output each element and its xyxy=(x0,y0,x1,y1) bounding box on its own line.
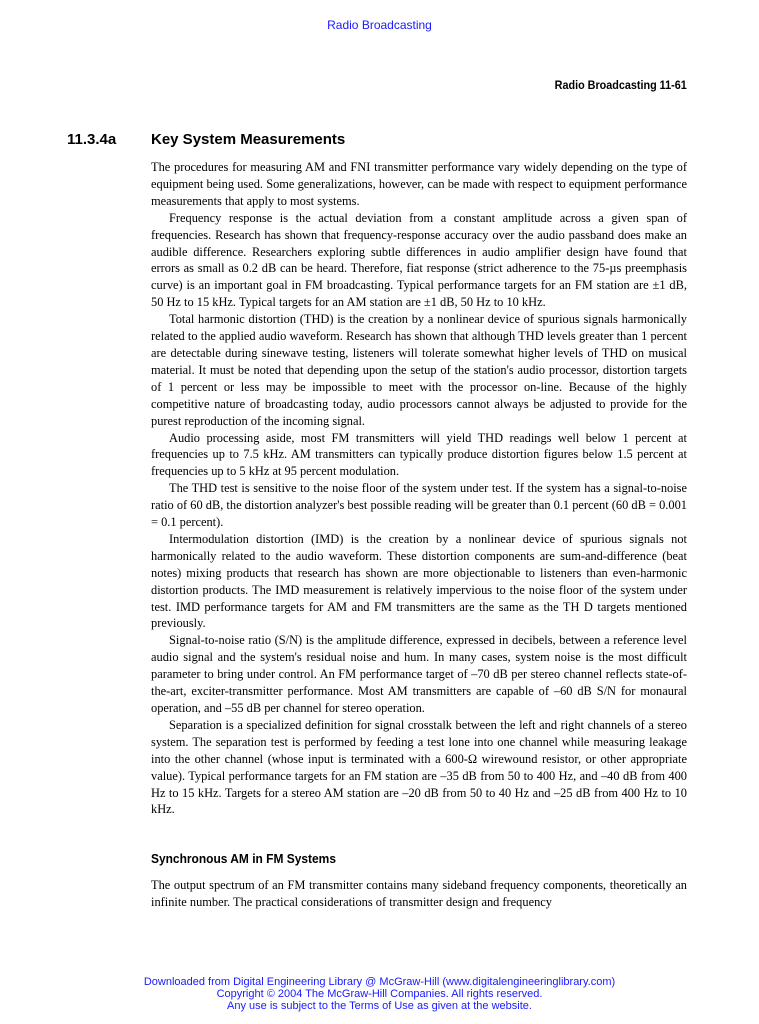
footer xyxy=(0,976,759,1012)
footer-download-link[interactable]: Downloaded from Digital Engineering Library @ McGraw-Hill (www.digitalengineeringlibrary.com) xyxy=(143,976,616,988)
paragraph: The THD test is sensitive to the noise floor of the system under test. If the system has a signal-to-noise ratio of 60 dB, the distortion analyzer's best possible reading will be greater than 0.1 percent (60 dB = 0.001 = 0.1 percent). xyxy=(151,481,687,530)
running-head: Radio Broadcasting 11-61 xyxy=(554,78,687,92)
footer-copyright: Copyright © 2004 The McGraw-Hill Companies. All rights reserved. xyxy=(216,988,543,1000)
section-number: 11.3.4a xyxy=(67,131,117,148)
paragraph: Intermodulation distortion (IMD) is the creation by a nonlinear device of spurious signals not harmonically related to the audio waveform. These distortion components are sum-and-difference (beat notes) mixing products that research has shown are more objectionable to listeners than even-harmonic distortion products. The IMD measurement is relatively impervious to the noise floor of the system under test. IMD performance targets for AM and FM transmitters are the same as the TH D targets mentioned previously. xyxy=(151,531,687,631)
subsection-heading: Synchronous AM in FM Systems xyxy=(151,851,336,866)
section-title: Key System Measurements xyxy=(151,131,346,148)
paragraph: Frequency response is the actual deviation from a constant amplitude across a given span of frequencies. Research has shown that frequency-response accuracy over the audio passband does make an audible difference. Researchers exploring subtle differences in audio amplifier design have found that errors as small as 0.2 dB can be heard. Therefore, fiat response (strict adherence to the 75-µs preemphasis curve) is an important goal in FM broadcasting. Typical performance targets for an FM station are ±1 dB, 50 Hz to 15 kHz. Typical targets for an AM station are ±1 dB, 50 Hz to 10 kHz. xyxy=(151,210,687,310)
section-body xyxy=(151,159,687,818)
top-link[interactable]: Radio Broadcasting xyxy=(327,18,432,32)
paragraph: The procedures for measuring AM and FNI transmitter performance vary widely depending on the type of equipment being used. Some generalizations, however, can be made with respect to equipment performance measurements that apply to most systems. xyxy=(151,160,687,208)
section-heading xyxy=(67,131,345,148)
paragraph: Separation is a specialized definition for signal crosstalk between the left and right channels of a stereo system. The separation test is performed by feeding a test lone into one channel while measuring leakage into the other channel (whose input is terminated with a 600-Ω wirewound resistor, or other appropriate value). Typical performance targets for an FM station are –35 dB from 50 to 400 Hz, and –40 dB from 400 Hz to 15 kHz. Targets for a stereo AM station are –20 dB from 50 to 40 Hz and –25 dB from 400 Hz to 10 kHz. xyxy=(151,717,687,817)
footer-terms-link[interactable]: Any use is subject to the Terms of Use as given at the website. xyxy=(227,1000,532,1012)
paragraph: Total harmonic distortion (THD) is the creation by a nonlinear device of spurious signals harmonically related to the applied audio waveform. Research has shown that although THD levels greater than 1 percent are detectable during sinewave testing, listeners will tolerate somewhat higher levels of THD on musical material. It must be noted that depending upon the setup of the station's audio processor, distortion targets of 1 percent or less may be impossible to meet with the processor on-line. Because of the highly competitive nature of broadcasting today, audio processors cannot always be adjusted to provide for the purest reproduction of the incoming signal. xyxy=(151,312,687,428)
paragraph: Signal-to-noise ratio (S/N) is the amplitude difference, expressed in decibels, between a reference level audio signal and the system's residual noise and hum. In many cases, system noise is the most difficult parameter to bring under control. An FM performance target of –70 dB per stereo channel reflects state-of-the-art, exciter-transmitter performance. Most AM transmitters are capable of –60 dB S/N for monaural operation, and –55 dB per channel for stereo operation. xyxy=(151,633,687,715)
paragraph: The output spectrum of an FM transmitter contains many sideband frequency components, theoretically an infinite number. The practical considerations of transmitter design and frequency xyxy=(151,878,687,909)
subsection-body xyxy=(151,877,687,911)
paragraph: Audio processing aside, most FM transmitters will yield THD readings well below 1 percent at frequencies up to 7.5 kHz. AM transmitters can typically produce distortion figures below 1.5 percent at frequencies up to 5 kHz at 95 percent modulation. xyxy=(151,430,687,479)
